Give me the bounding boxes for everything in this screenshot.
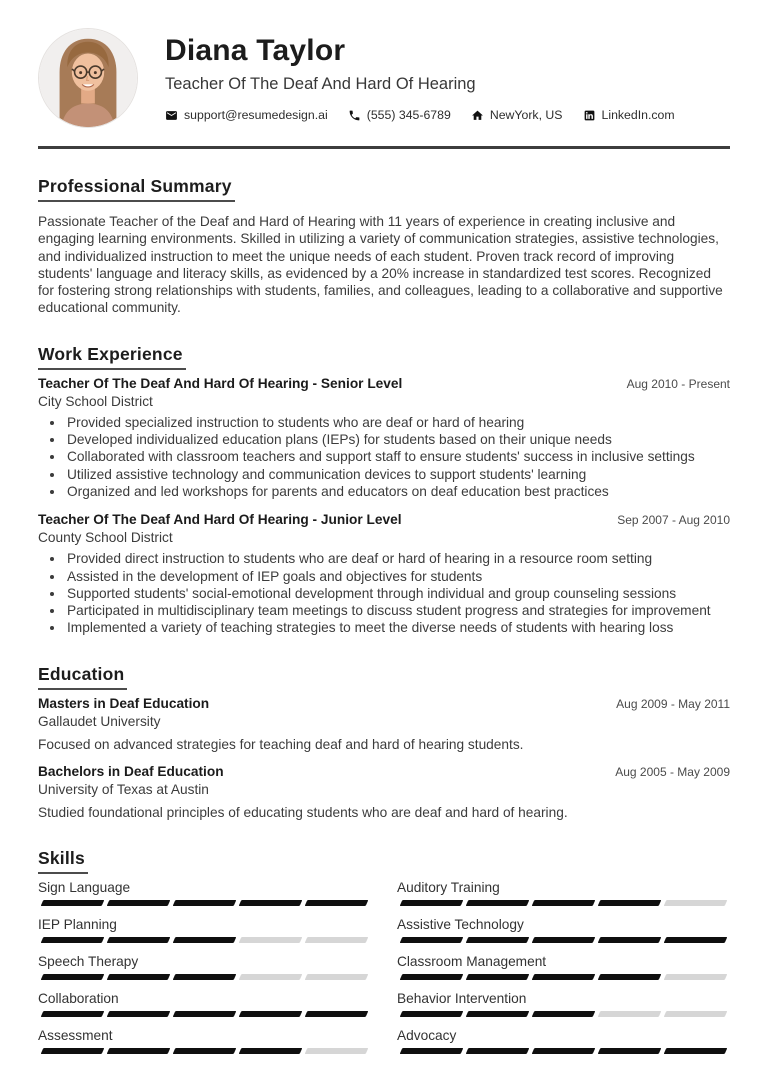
skill-bar-segment [466,974,530,980]
skill-bar-segment [107,1048,171,1054]
skill-bar [38,1011,371,1017]
section-heading-experience: Work Experience [38,344,186,370]
contact-item-linkedin [583,108,675,122]
skills-column-right [397,879,730,1064]
contact-text: (555) 345-6789 [366,108,451,122]
contact-row [165,108,675,122]
job-entry-head [38,511,730,528]
profile-photo-illustration [39,29,137,127]
degree-description: Studied foundational principles of educating students who are deaf and hard of hearing. [38,805,568,821]
skill-bar-segment [41,900,105,906]
skill-bar-segment [532,937,596,943]
skill-bar-segment [598,1048,662,1054]
profile-photo [38,28,138,128]
skill-bar-segment [173,937,237,943]
skill-bar-segment [532,900,596,906]
skill-bar-segment [107,974,171,980]
bullet-item: • Developed individualized education plans (IEPs) for students based on their unique needs [65,431,730,448]
skill-bar-segment [664,1011,728,1017]
summary-text: Passionate Teacher of the Deaf and Hard of Hearing with 11 years of experience in creating inclusive and engaging learning environments. Skilled in utilizing a variety of communication strategies, assistive technologies, and individualized instruction to meet the unique needs of each student. Proven track record of improving students' language and literacy skills, as evidenced by a 20% increase in standardized test scores. Recognized for fostering strong relationships with students, families, and colleagues, leading to a collaborative and supportive educational community. [38,214,723,316]
skill-bar [397,1011,730,1017]
job-company: City School District [38,393,153,409]
degree-entry-head [38,695,730,712]
section-heading-summary: Professional Summary [38,176,235,202]
skill-bar-segment [532,1011,596,1017]
section-skills [38,821,730,1064]
skill-bar-segment [239,974,303,980]
skill-bar-segment [400,1011,464,1017]
skill-name: Advocacy [397,1028,457,1044]
skill-name: Speech Therapy [38,954,139,970]
bullet-item: • Provided direct instruction to students who are deaf or hard of hearing in a resource room setting [65,550,730,567]
skill-item [38,1027,371,1054]
skill-bar-segment [173,1011,237,1017]
bullet-item: • Collaborated with classroom teachers and support staff to ensure students' success in inclusive settings [65,448,730,465]
skill-bar-segment [239,900,303,906]
skill-bar-segment [532,1048,596,1054]
skill-bar-segment [41,974,105,980]
skill-bar-segment [598,974,662,980]
contact-text: support@resumedesign.ai [184,108,328,122]
skill-bar-segment [305,974,369,980]
skill-name: Behavior Intervention [397,991,527,1007]
skill-bar-segment [466,1011,530,1017]
skill-name: Collaboration [38,991,119,1007]
job-dates: Sep 2007 - Aug 2010 [617,513,730,528]
jobs-container [38,375,730,637]
skill-item [397,916,730,943]
section-heading-education: Education [38,664,127,690]
section-education [38,637,730,822]
skill-bar [397,1048,730,1054]
section-summary [38,149,730,317]
skill-name: Assistive Technology [397,917,524,933]
bullet-item: • Organized and led workshops for parents and educators on deaf education best practices [65,483,730,500]
skill-bar-segment [173,1048,237,1054]
skill-bar [38,937,371,943]
job-title: Teacher Of The Deaf And Hard Of Hearing - Senior Level [38,375,403,391]
job-title: Teacher Of The Deaf And Hard Of Hearing - Junior Level [38,512,402,528]
degree-entry [38,763,730,821]
skill-item [38,916,371,943]
skill-name: IEP Planning [38,917,117,933]
skill-bar [397,900,730,906]
skill-name: Assessment [38,1028,113,1044]
bullet-item: • Supported students' social-emotional development through individual and group counseling sessions [65,585,730,602]
degree-school: Gallaudet University [38,713,161,729]
skill-bar-segment [466,937,530,943]
skills-column-left [38,879,371,1064]
degree-dates: Aug 2009 - May 2011 [616,696,730,711]
person-title: Teacher Of The Deaf And Hard Of Hearing [165,75,476,93]
bullet-item: • Assisted in the development of IEP goals and objectives for students [65,568,730,585]
skill-bar-segment [664,900,728,906]
skill-bar-segment [41,1011,105,1017]
job-dates: Aug 2010 - Present [626,376,730,391]
skill-bar-segment [664,937,728,943]
skill-bar [397,974,730,980]
skill-bar [38,900,371,906]
job-bullets [38,414,730,500]
resume-header [38,28,730,128]
skill-name: Classroom Management [397,954,547,970]
degree-entry-head [38,763,730,780]
contact-text: LinkedIn.com [601,108,675,122]
skill-item [397,879,730,906]
degree-dates: Aug 2005 - May 2009 [615,765,730,780]
job-entry-head [38,375,730,392]
skill-item [397,953,730,980]
skill-bar-segment [305,937,369,943]
degree-description: Focused on advanced strategies for teaching deaf and hard of hearing students. [38,736,524,752]
skill-bar-segment [664,974,728,980]
skill-bar-segment [239,1048,303,1054]
skill-bar-segment [598,900,662,906]
skill-item [38,953,371,980]
skill-bar-segment [598,937,662,943]
section-heading-skills: Skills [38,848,88,874]
skill-bar-segment [400,974,464,980]
skill-bar-segment [41,937,105,943]
contact-item-email [165,108,328,122]
skill-bar-segment [107,1011,171,1017]
skill-bar-segment [173,900,237,906]
skill-bar-segment [239,937,303,943]
home-icon [471,109,484,122]
bullet-item: • Implemented a variety of teaching strategies to meet the diverse needs of students with hearing loss [65,619,730,636]
skill-item [397,990,730,1017]
bullet-item: • Utilized assistive technology and communication devices to support students' learning [65,466,730,483]
skill-bar-segment [664,1048,728,1054]
degree-title: Masters in Deaf Education [38,695,210,711]
bullet-item: • Participated in multidisciplinary team meetings to discuss student progress and strategies for improvement [65,602,730,619]
section-experience [38,317,730,637]
skill-bar-segment [466,1048,530,1054]
skill-bar-segment [107,937,171,943]
skill-bar-segment [173,974,237,980]
skill-bar [38,1048,371,1054]
skill-bar-segment [305,900,369,906]
phone-icon [348,109,361,122]
contact-item-phone [348,108,451,122]
email-icon [165,109,178,122]
skill-bar [397,937,730,943]
skill-name: Auditory Training [397,880,500,896]
skill-bar-segment [400,900,464,906]
skill-bar-segment [400,937,464,943]
skill-bar-segment [41,1048,105,1054]
job-entry [38,375,730,500]
skill-bar [38,974,371,980]
job-company: County School District [38,530,173,546]
degree-entry [38,695,730,753]
contact-item-home [471,108,563,122]
linkedin-icon [583,109,596,122]
skill-bar-segment [532,974,596,980]
bullet-item: • Provided specialized instruction to students who are deaf or hard of hearing [65,414,730,431]
skill-bar-segment [400,1048,464,1054]
skill-bar-segment [466,900,530,906]
contact-text: NewYork, US [489,108,563,122]
header-text [165,28,675,128]
skill-name: Sign Language [38,880,131,896]
skill-bar-segment [598,1011,662,1017]
person-name: Diana Taylor [165,34,346,67]
job-entry [38,511,730,636]
skill-bar-segment [239,1011,303,1017]
skill-bar-segment [305,1011,369,1017]
skills-grid [38,879,730,1064]
skill-bar-segment [305,1048,369,1054]
skill-item [38,990,371,1017]
degrees-container [38,695,730,822]
skill-bar-segment [107,900,171,906]
job-bullets [38,550,730,636]
skill-item [38,879,371,906]
degree-title: Bachelors in Deaf Education [38,764,224,780]
skill-item [397,1027,730,1054]
degree-school: University of Texas at Austin [38,782,209,798]
